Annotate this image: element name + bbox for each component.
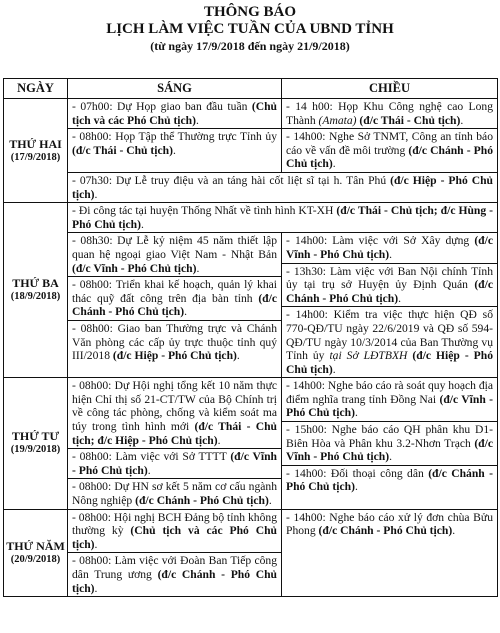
item-text: - 14h00: Nghe báo cáo xử lý đơn chùa Bửu Phong <box>286 510 493 538</box>
day-row <box>4 233 498 378</box>
item-attendee: (đ/c Thái - Chủ tịch) <box>356 113 461 127</box>
item-text: - 08h00: Triển khai kế hoạch, quản lý khai thác quỹ đất công trên địa bàn tỉnh <box>72 278 277 305</box>
schedule-item: - 14 h00: Họp Khu Công nghệ cao Long Thành (Amata) (đ/c Thái - Chủ tịch). <box>286 100 493 127</box>
item-attendee: (đ/c Hiệp - Phó Chủ tịch) <box>286 349 494 376</box>
item-attendee: (đ/c Chánh - Phó Chủ tịch) <box>286 278 493 305</box>
afternoon-cell <box>282 509 498 597</box>
schedule-item: - 14h00: Nghe Sở TNMT, Công an tỉnh báo cáo về vấn đề môi trường (đ/c Chánh - Phó Chủ tịch). <box>282 128 497 172</box>
item-attendee: (đ/c Chánh - Phó Chủ tịch) <box>286 466 493 494</box>
item-attendee: (đ/c Hiệp - Phó Chủ tịch) <box>112 349 237 363</box>
item-text: - 14h00: Nghe báo cáo rà soát quy hoạch địa điểm nghĩa trang tỉnh Đồng Nai <box>286 379 494 406</box>
schedule-item: - 14h00: Đối thoại công dân (đ/c Chánh - Phó Chủ tịch). <box>282 465 497 495</box>
afternoon-cell <box>282 233 498 378</box>
item-text: - 14h00: Nghe Sở TNMT, Công an tỉnh báo cáo về vấn đề môi trường <box>286 130 493 157</box>
day-row <box>4 378 498 509</box>
item-text: - 08h30: Dự Lễ kỷ niệm 45 năm thiết lập quan hệ ngoại giao Việt Nam - Nhật Bản <box>72 234 277 261</box>
item-text: - 08h00: Dự Hội nghị tổng kết 10 năm thực hiện Chỉ thị số 21-CT/TW của Bộ Chính trị về công tác phòng, chống và kiểm soát ma túy trong tình hình mới <box>72 379 277 434</box>
item-text: - 07h30: Dự Lễ truy điệu và an táng hài cốt liệt sĩ tại h. Tân Phú <box>72 173 391 187</box>
schedule-table <box>3 78 498 597</box>
schedule-item: - 08h00: Triển khai kế hoạch, quản lý khai thác quỹ đất công trên địa bàn tỉnh (đ/c Chánh - Phó Chủ tịch). <box>68 276 281 320</box>
document-header <box>3 4 497 54</box>
schedule-item: - 14h00: Làm việc với Sở Xây dựng (đ/c Vĩnh - Phó Chủ tịch). <box>286 234 493 261</box>
item-attendee: (đ/c Thái - Chủ tịch; đ/c Hiệp - Phó Chủ tịch) <box>72 420 277 447</box>
day-date: (17/9/2018) <box>10 151 61 163</box>
item-attendee: (đ/c Thái - Chủ tịch; đ/c Hùng - Phó Chủ tịch) <box>72 204 493 231</box>
item-text: - 08h00: Dự HN sơ kết 5 năm cơ cấu ngành Nông nghiệp <box>72 480 277 508</box>
item-text: - 08h00: Giao ban Thường trực và Chánh Văn phòng các cấp ủy trực thuộc tỉnh quý III/2018 <box>72 321 277 363</box>
morning-cell <box>68 378 282 509</box>
full-width-cell <box>68 172 498 202</box>
item-attendee: (đ/c Chánh - Phó Chủ tịch) <box>72 291 277 319</box>
day-name: THỨ HAI <box>9 136 62 151</box>
item-text: - 14h00: Làm việc với Sở Xây dựng <box>286 234 475 248</box>
item-attendee: (đ/c Thái - Chủ tịch) <box>72 143 173 157</box>
schedule-item: - 08h00: Dự HN sơ kết 5 năm cơ cấu ngành Nông nghiệp (đ/c Chánh - Phó Chủ tịch). <box>68 478 281 508</box>
item-text: - 14h00: Kiểm tra việc thực hiện QĐ số 770-QĐ/TU ngày 22/6/2019 và QĐ số 594-QĐ/TU ngày 10/3/2014 của Ban Thường vụ Tỉnh ủy <box>286 308 493 363</box>
schedule-item: - 08h30: Dự Lễ kỷ niệm 45 năm thiết lập quan hệ ngoại giao Việt Nam - Nhật Bản (đ/c Vĩnh - Phó Chủ tịch). <box>72 234 277 275</box>
schedule-item: - 14h00: Kiểm tra việc thực hiện QĐ số 770-QĐ/TU ngày 22/6/2019 và QĐ số 594-QĐ/TU ngày 10/3/2014 của Ban Thường vụ Tỉnh ủy tại Sở LĐTBXH (đ/c Hiệp - Phó Chủ tịch). <box>282 306 497 377</box>
schedule-item: - 14h00: Nghe báo cáo rà soát quy hoạch địa điểm nghĩa trang tỉnh Đồng Nai (đ/c Vĩnh - Phó Chủ tịch). <box>286 379 494 420</box>
afternoon-cell <box>282 378 498 509</box>
item-attendee: (đ/c Vĩnh - Phó Chủ tịch) <box>286 392 493 420</box>
schedule-item: - 15h00: Nghe báo cáo QH phân khu D1-Biên Hòa và Phân khu 3.2-Nhơn Trạch (đ/c Vĩnh - Phó Chủ tịch). <box>282 421 497 465</box>
item-text: - 08h00: Hội nghị BCH Đảng bộ tỉnh không thường kỳ <box>72 510 277 538</box>
item-attendee: (Chủ tịch và các Phó Chủ tịch) <box>72 524 277 551</box>
schedule-item: - 07h30: Dự Lễ truy điệu và an táng hài cốt liệt sĩ tại h. Tân Phú (đ/c Hiệp - Phó Chủ tịch). <box>72 173 493 201</box>
day-date: (19/9/2018) <box>10 444 61 456</box>
afternoon-cell <box>282 99 498 173</box>
day-cell <box>4 99 68 203</box>
full-width-row <box>4 203 498 233</box>
item-text: - 14 h00: Họp Khu Công nghệ cao Long Thành <box>286 100 493 127</box>
date-range: (từ ngày 17/9/2018 đến ngày 21/9/2018) <box>150 39 350 53</box>
day-date: (18/9/2018) <box>10 291 61 303</box>
schedule-body <box>4 99 498 597</box>
day-cell <box>4 203 68 378</box>
column-header-day: NGÀY <box>4 79 68 99</box>
day-name: THỨ TƯ <box>11 429 60 444</box>
morning-cell <box>68 99 282 173</box>
item-text: - 13h30: Làm việc với Ban Nội chính Tỉnh ủy tại trụ sở Huyện ủy Định Quán <box>286 264 493 292</box>
table-header-row <box>4 79 498 99</box>
schedule-item: - Đi công tác tại huyện Thống Nhất về tình hình KT-XH (đ/c Thái - Chủ tịch; đ/c Hùng - Phó Chủ tịch). <box>72 204 493 231</box>
schedule-item: - 08h00: Hội nghị BCH Đảng bộ tỉnh không thường kỳ (Chủ tịch và các Phó Chủ tịch). <box>72 510 277 551</box>
item-attendee: (đ/c Vĩnh - Phó Chủ tịch) <box>72 450 277 477</box>
day-name: THỨ BA <box>12 276 59 291</box>
item-location: (Amata) <box>318 113 357 127</box>
schedule-item: - 08h00: Giao ban Thường trực và Chánh Văn phòng các cấp ủy trực thuộc tỉnh quý III/2018 (đ/c Hiệp - Phó Chủ tịch). <box>68 320 281 364</box>
schedule-item: - 08h00: Làm việc với Sở TTTT (đ/c Vĩnh - Phó Chủ tịch). <box>68 448 281 478</box>
item-location: tại Sở LĐTBXH <box>329 349 408 363</box>
item-text: - 14h00: Đối thoại công dân <box>286 466 429 480</box>
column-header-morning: SÁNG <box>68 79 282 99</box>
day-name: THỨ NĂM <box>6 538 65 553</box>
item-attendee: (đ/c Vĩnh - Phó Chủ tịch) <box>286 436 493 464</box>
schedule-title: LỊCH LÀM VIỆC TUẦN CỦA UBND TỈNH <box>106 21 394 37</box>
item-attendee: (đ/c Chánh - Phó Chủ tịch) <box>318 524 453 538</box>
schedule-item: - 07h00: Dự Họp giao ban đầu tuần (Chủ tịch và các Phó Chủ tịch). <box>72 100 277 127</box>
full-width-cell <box>68 203 498 233</box>
item-attendee: (đ/c Chánh - Phó Chủ tịch) <box>286 143 493 171</box>
item-text: - Đi công tác tại huyện Thống Nhất về tình hình KT-XH <box>72 204 337 218</box>
full-width-row <box>4 172 498 202</box>
schedule-item: - 08h00: Làm việc với Đoàn Ban Tiếp công dân Trung ương (đ/c Chánh - Phó Chủ tịch). <box>68 552 281 596</box>
item-text: - 08h00: Họp Tập thể Thường trực Tỉnh ủy <box>72 130 277 144</box>
item-attendee: (đ/c Vĩnh - Phó Chủ tịch) <box>286 234 493 261</box>
schedule-item: - 08h00: Dự Hội nghị tổng kết 10 năm thực hiện Chỉ thị số 21-CT/TW của Bộ Chính trị về công tác phòng, chống và kiểm soát ma túy trong tình hình mới (đ/c Thái - Chủ tịch; đ/c Hiệp - Phó Chủ tịch). <box>72 379 277 447</box>
schedule-item: - 08h00: Họp Tập thể Thường trực Tỉnh ủy (đ/c Thái - Chủ tịch). <box>68 128 281 158</box>
item-attendee: (đ/c Chánh - Phó Chủ tịch) <box>135 494 269 508</box>
day-cell <box>4 378 68 509</box>
schedule-item: - 14h00: Nghe báo cáo xử lý đơn chùa Bửu Phong (đ/c Chánh - Phó Chủ tịch). <box>286 510 493 538</box>
item-text: - 07h00: Dự Họp giao ban đầu tuần <box>72 100 252 113</box>
day-row <box>4 99 498 173</box>
item-attendee: (Chủ tịch và các Phó Chủ tịch) <box>72 100 277 127</box>
day-date: (20/9/2018) <box>10 553 61 565</box>
item-text: - 08h00: Làm việc với Sở TTTT <box>72 450 231 464</box>
day-cell <box>4 509 68 597</box>
item-text: - 15h00: Nghe báo cáo QH phân khu D1-Biên Hòa và Phân khu 3.2-Nhơn Trạch <box>286 423 493 450</box>
item-attendee: (đ/c Vĩnh - Phó Chủ tịch) <box>72 261 197 275</box>
morning-cell <box>68 509 282 597</box>
schedule-item: - 13h30: Làm việc với Ban Nội chính Tỉnh ủy tại trụ sở Huyện ủy Định Quán (đ/c Chánh - Phó Chủ tịch). <box>282 263 497 307</box>
item-attendee: (đ/c Chánh - Phó Chủ tịch) <box>72 568 277 595</box>
day-row <box>4 509 498 597</box>
morning-cell <box>68 233 282 378</box>
notice-title: THÔNG BÁO <box>203 4 297 20</box>
column-header-afternoon: CHIỀU <box>282 79 498 99</box>
item-text: - 08h00: Làm việc với Đoàn Ban Tiếp công dân Trung ương <box>72 554 277 581</box>
item-attendee: (đ/c Hiệp - Phó Chủ tịch) <box>72 173 493 201</box>
